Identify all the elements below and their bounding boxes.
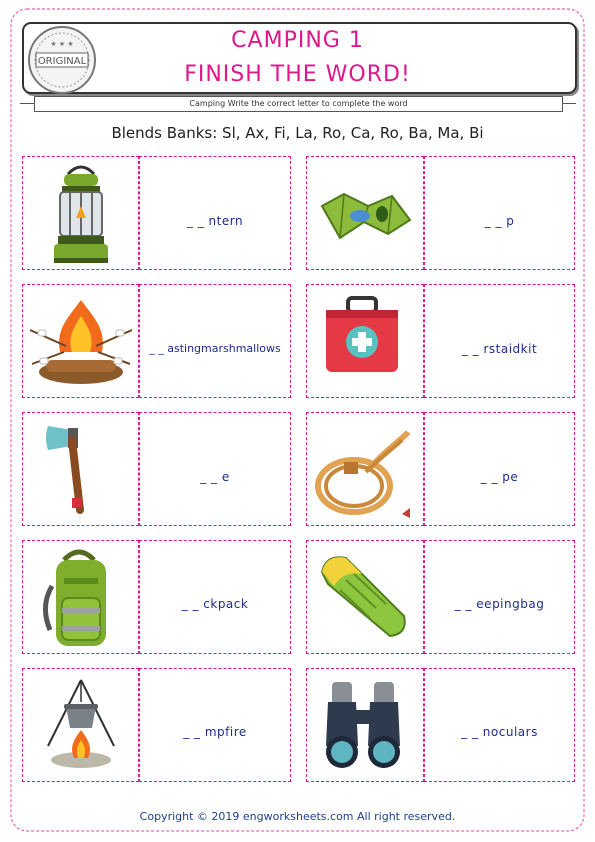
word-clue: _ _ eepingbag xyxy=(454,597,545,611)
title-line-1: CAMPING 1 xyxy=(231,28,364,53)
word-card xyxy=(139,156,291,270)
word-card xyxy=(424,412,575,526)
rope-icon xyxy=(310,428,414,522)
word-clue: _ _ p xyxy=(484,214,515,228)
word-clue: _ _ mpfire xyxy=(183,725,247,739)
word-clue: _ _ pe xyxy=(480,470,519,484)
campfire-marshmallows-icon xyxy=(26,290,136,390)
word-card xyxy=(424,156,575,270)
lantern-icon xyxy=(48,160,114,266)
axe-icon xyxy=(42,420,96,518)
subtitle-rule-right xyxy=(562,103,576,104)
word-clue: _ _ astingmarshmallows xyxy=(149,342,281,355)
map-icon xyxy=(318,188,414,244)
subtitle: Camping Write the correct letter to complete the word xyxy=(34,96,563,112)
subtitle-rule-left xyxy=(20,103,34,104)
backpack-icon xyxy=(38,546,120,650)
word-card xyxy=(139,412,291,526)
svg-text:★ ★ ★: ★ ★ ★ xyxy=(50,40,74,48)
sleeping-bag-icon xyxy=(316,550,412,640)
blends-bank: Blends Banks: Sl, Ax, Fi, La, Ro, Ca, Ro, Ba, Ma, Bi xyxy=(111,124,484,142)
title-line-2: FINISH THE WORD! xyxy=(184,62,411,87)
word-clue: _ _ noculars xyxy=(461,725,538,739)
stamp-text: ORIGINAL xyxy=(37,56,87,67)
word-card xyxy=(139,284,291,398)
copyright-footer: Copyright © 2019 engworksheets.com All right reserved. xyxy=(139,810,456,823)
word-clue: _ _ e xyxy=(200,470,230,484)
binoculars-icon xyxy=(318,676,408,772)
original-stamp xyxy=(26,24,98,96)
word-clue: _ _ ckpack xyxy=(181,597,249,611)
word-clue: _ _ rstaidkit xyxy=(461,342,538,356)
first-aid-kit-icon xyxy=(322,296,402,376)
cooking-campfire-icon xyxy=(42,676,120,772)
word-clue: _ _ ntern xyxy=(186,214,244,228)
word-card xyxy=(424,284,575,398)
